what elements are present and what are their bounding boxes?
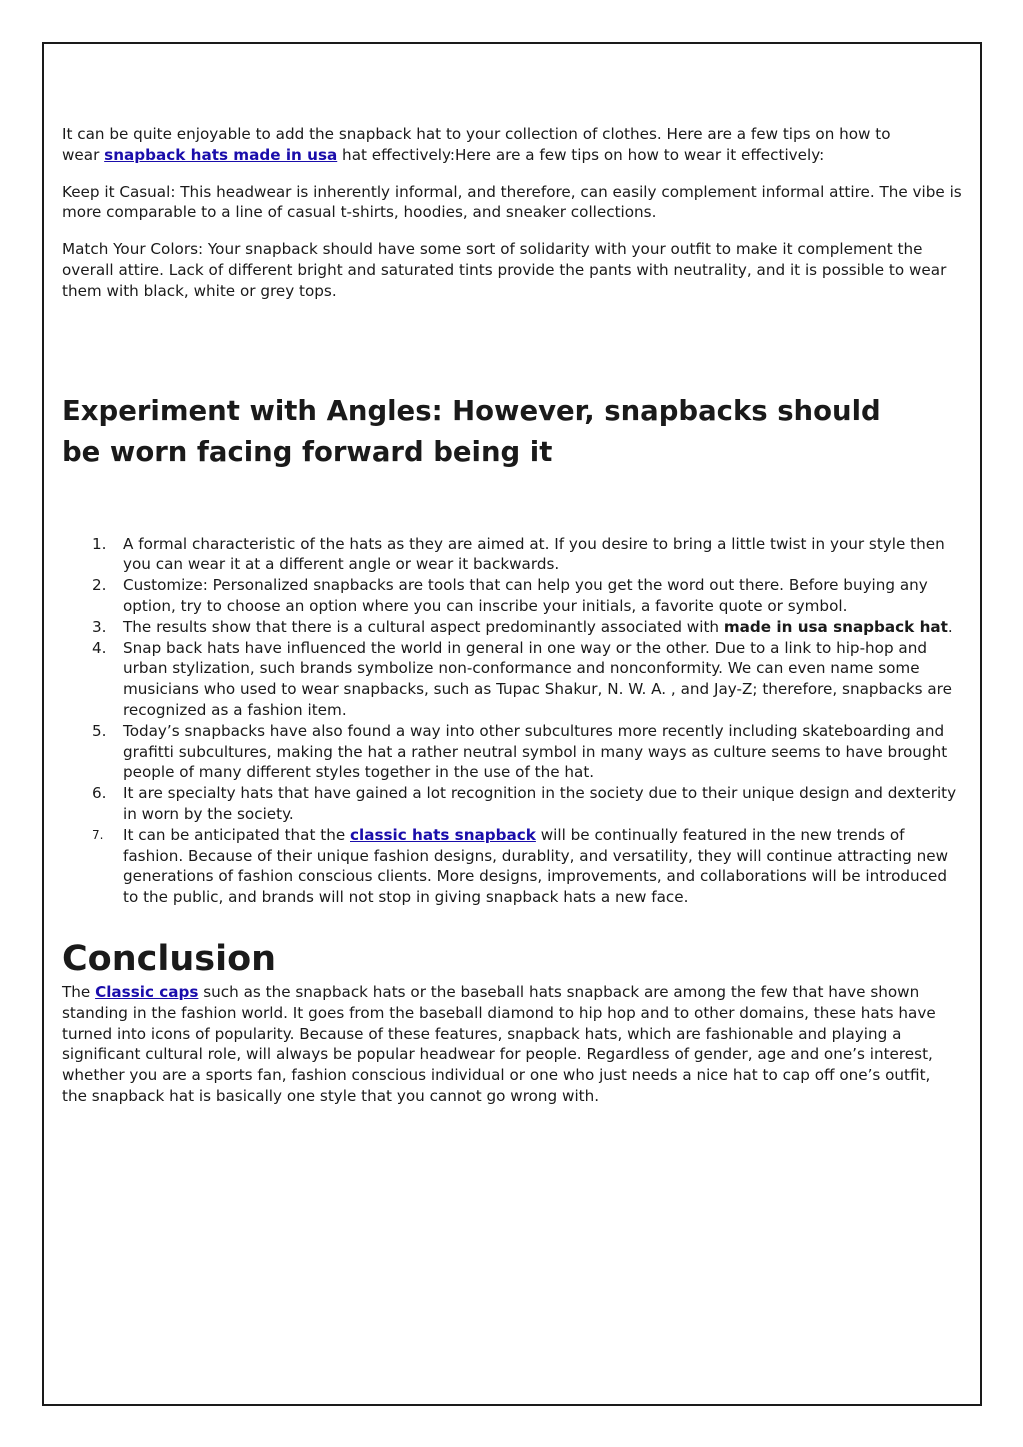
casual-paragraph: Keep it Casual: This headwear is inherently informal, and therefore, can easily complement informal attire. The vibe is more comparable to a line of casual t-shirts, hoodies, and sneaker collections.: [62, 182, 962, 222]
list-item: [62, 783, 962, 825]
made-in-usa-snapback-hat-bold: made in usa snapback hat: [723, 617, 948, 636]
list-number: 4.: [92, 638, 107, 657]
document-body: [62, 124, 962, 1107]
list-item: [62, 825, 962, 908]
list-number: 2.: [92, 576, 107, 595]
list-number: 3.: [92, 617, 107, 636]
tips-list: [62, 534, 962, 908]
conclusion-heading: Conclusion: [62, 938, 277, 979]
list-number: 7.: [92, 827, 104, 842]
section-heading: Experiment with Angles: However, snapbacks should be worn facing forward being it: [62, 394, 881, 468]
list-item-text: [123, 825, 963, 908]
list-number: 6.: [92, 784, 107, 803]
conclusion-text-start: The: [62, 982, 96, 1001]
list-item: [62, 575, 962, 617]
list-item: [62, 721, 962, 783]
list-item-text: It are specialty hats that have gained a lot recognition in the society due to their unique design and dexterity in worn by the society.: [123, 784, 957, 823]
conclusion-text-end: such as the snapback hats or the baseball hats snapback are among the few that have shown standing in the fashion world. It goes from the baseball diamond to hip hop and to other domains, these hats have turned into icons of popularity. Because of these features, snapback hats, which are fashionable and playing a significant cultural role, will always be popular headwear for people. Regardless of gender, age and one’s interest, whether you are a sports fan, fashion conscious individual or one who just needs a nice hat to cap off one’s outfit, the snapback hat is basically one style that you cannot go wrong with.: [62, 982, 936, 1105]
list-item-text-end: .: [947, 617, 953, 636]
colors-paragraph: Match Your Colors: Your snapback should have some sort of solidarity with your outfit to make it complement the overall attire. Lack of different bright and saturated tints provide the pants with neutrality, and it is possible to wear them with black, white or grey tops.: [62, 240, 947, 300]
list-item: [62, 534, 962, 576]
list-item-text: Customize: Personalized snapbacks are tools that can help you get the word out there. Before buying any option, try to choose an option where you can inscribe your initials, a favorite quote or symbol.: [123, 576, 928, 615]
list-item-text-start: It can be anticipated that the: [123, 825, 350, 844]
classic-caps-link[interactable]: Classic caps: [95, 982, 199, 1001]
list-number: 5.: [92, 721, 107, 740]
list-item-text-end: will be continually featured in the new trends of fashion. Because of their unique fashion designs, durablity, and versatility, they will continue attracting new generations of fashion conscious clients. More designs, improvements, and collaborations will be introduced to the public, and brands will not stop in giving snapback hats a new face.: [123, 825, 949, 907]
list-item-text: Today’s snapbacks have also found a way into other subcultures more recently including skateboarding and grafitti subcultures, making the hat a rather neutral symbol in many ways as culture seems to have brought people of many different styles together in the use of the hat.: [123, 721, 948, 782]
list-item-text-start: The results show that there is a cultural aspect predominantly associated with: [123, 617, 724, 636]
intro-paragraph: [62, 124, 902, 166]
list-item: [62, 617, 962, 638]
list-item: [62, 638, 962, 721]
conclusion-paragraph: [62, 982, 952, 1107]
list-item-text: Snap back hats have influenced the world in general in one way or the other. Due to a link to hip-hop and urban stylization, such brands symbolize non-conformance and nonconformity. We can even name some musicians who used to wear snapbacks, such as Tupac Shakur, N. W. A. , and Jay-Z; therefore, snapbacks are recognized as a fashion item.: [123, 638, 952, 719]
list-item-text: A formal characteristic of the hats as they are aimed at. If you desire to bring a little twist in your style then you can wear it at a different angle or wear it backwards.: [123, 534, 945, 574]
intro-text-end: hat effectively:Here are a few tips on how to wear it effectively:: [337, 145, 825, 164]
intro-text-start: It can be quite enjoyable to add the snapback hat to your collection of clothes. Here are a few tips on how to wear: [62, 125, 891, 164]
list-number: 1.: [92, 534, 107, 553]
snapback-hats-made-in-usa-link[interactable]: snapback hats made in usa: [104, 145, 338, 164]
list-item-text: [123, 617, 963, 638]
classic-hats-snapback-link[interactable]: classic hats snapback: [350, 825, 536, 844]
